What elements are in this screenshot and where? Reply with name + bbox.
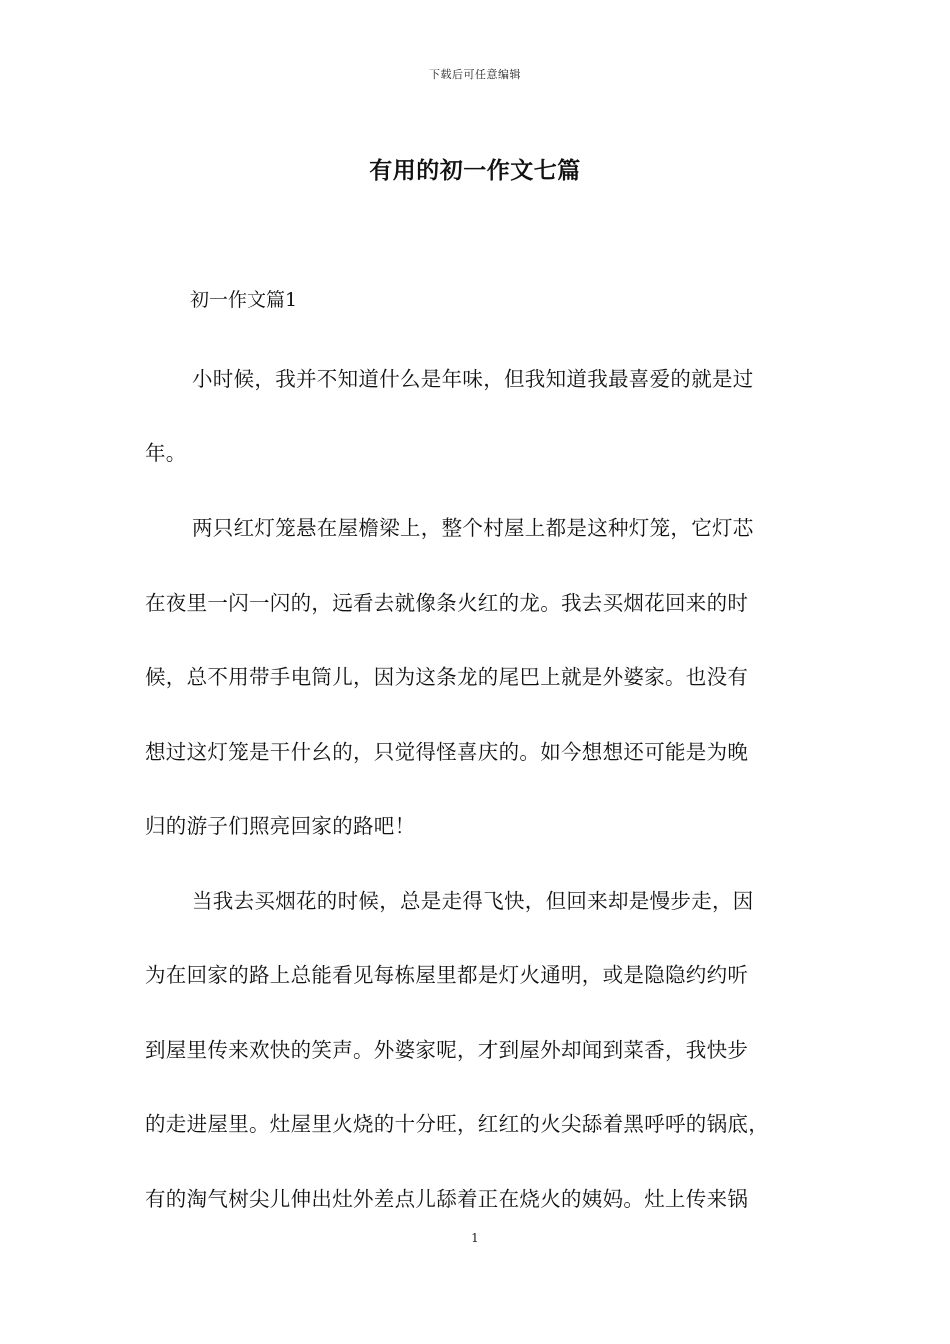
body-line: 有的淘气树尖儿伸出灶外差点儿舔着正在烧火的姨妈。灶上传来锅 (145, 1187, 749, 1211)
body-line: 想过这灯笼是干什幺的，只觉得怪喜庆的。如今想想还可能是为晚 (145, 740, 749, 764)
body-line: 年。 (145, 441, 187, 465)
body-line: 到屋里传来欢快的笑声。外婆家呢，才到屋外却闻到菜香，我快步 (145, 1038, 749, 1062)
body-line: 的走进屋里。灶屋里火烧的十分旺，红红的火尖舔着黑呼呼的锅底， (145, 1112, 769, 1136)
body-line: 候，总不用带手电筒儿，因为这条龙的尾巴上就是外婆家。也没有 (145, 665, 749, 689)
body-line: 为在回家的路上总能看见每栋屋里都是灯火通明，或是隐隐约约听 (145, 963, 749, 987)
body-line: 两只红灯笼悬在屋檐梁上，整个村屋上都是这种灯笼，它灯芯 (192, 516, 754, 540)
header-note: 下载后可任意编辑 (429, 68, 521, 81)
body-line: 归的游子们照亮回家的路吧！ (145, 814, 416, 838)
body-line: 当我去买烟花的时候，总是走得飞快，但回来却是慢步走，因 (192, 889, 754, 913)
section-heading: 初一作文篇1 (190, 289, 298, 311)
document-title: 有用的初一作文七篇 (369, 157, 581, 184)
page-number: 1 (471, 1231, 479, 1245)
body-line: 小时候，我并不知道什么是年味，但我知道我最喜爱的就是过 (192, 367, 754, 391)
body-line: 在夜里一闪一闪的，远看去就像条火红的龙。我去买烟花回来的时 (145, 591, 749, 615)
